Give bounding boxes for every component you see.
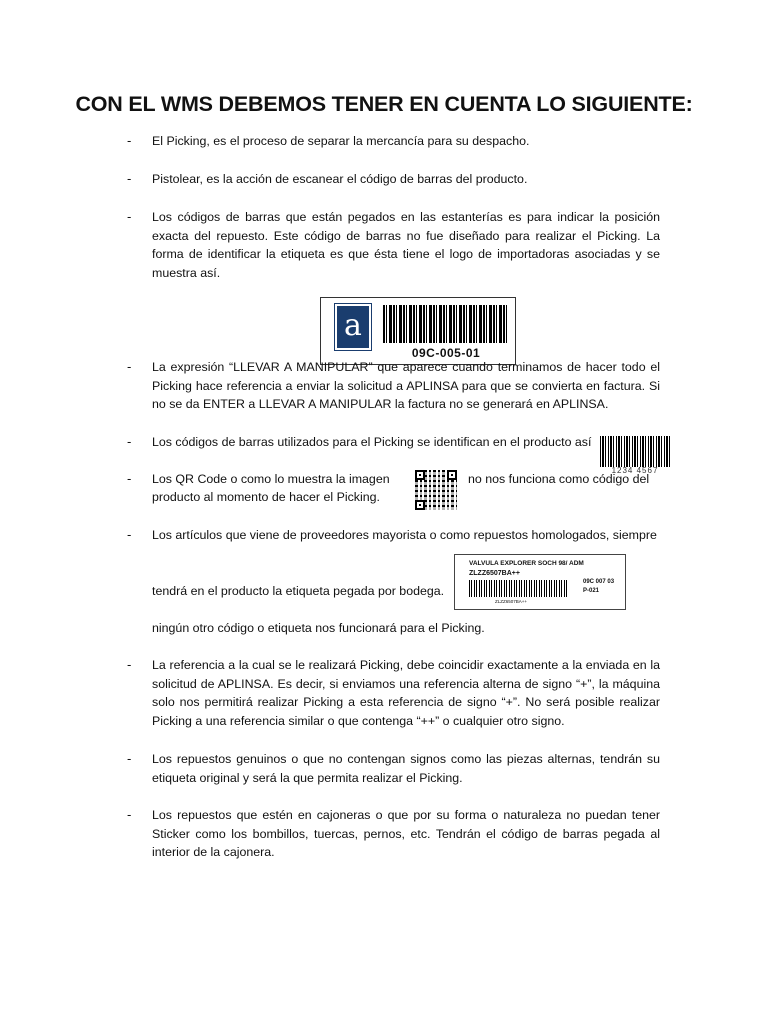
item-picking: El Picking, es el proceso de separar la mercancía para su despacho. <box>152 134 530 148</box>
item-shelf-barcodes: Los códigos de barras que están pegados en las estanterías es para indicar la posición exacta del repuesto. Este código de barras no fue diseñado para realizar el Picking. La forma de identificar la etiqueta es que ésta tiene el logo de importadoras asociadas y se muestra así. <box>152 210 660 280</box>
barcode-icon <box>469 580 569 597</box>
page-title: CON EL WMS DEBEMOS TENER EN CUENTA LO SIGUIENTE: <box>75 92 693 116</box>
item-qr-code-end-line2: producto al momento de hacer el Picking. <box>152 490 380 504</box>
item-pistolear: Pistolear, es la acción de escanear el código de barras del producto. <box>152 172 528 186</box>
item-genuine-parts: Los repuestos genuinos o que no contengan signos como las piezas alternas, tendrán su etiqueta original y será la que permita realizar el Picking. <box>152 752 660 785</box>
importadoras-logo-icon: a <box>335 304 371 350</box>
bullet-dash: - <box>127 527 132 542</box>
bullet-dash: - <box>127 171 132 186</box>
tag-reference: ZLZZ6507BA++ <box>469 570 520 577</box>
bullet-dash: - <box>127 807 132 822</box>
item-qr-code-start: Los QR Code o como lo muestra la imagen <box>152 472 390 486</box>
barcode-icon <box>383 305 509 343</box>
bullet-dash: - <box>127 434 132 449</box>
shelf-label-code: 09C-005-01 <box>411 346 481 360</box>
item-llevar-a-manipular: La expresión “LLEVAR A MANIPULAR” que aparece cuando terminamos de hacer todo el Picking hace referencia a enviar la solicitud a APLINSA para que se convierta en factura. Si no se da ENTER a LLEVAR A MANIPULAR la factura no se generará en APLINSA. <box>152 360 660 412</box>
bullet-dash: - <box>127 657 132 672</box>
tag-location: 09C 007 03 P-021 <box>583 579 615 594</box>
item-product-barcodes: Los códigos de barras utilizados para el Picking se identifican en el producto así <box>152 435 592 449</box>
tag-barcode-text: ZLZZ6507BA++ <box>495 599 528 604</box>
tag-title: VALVULA EXPLORER SOCH 98/ ADM <box>469 560 584 567</box>
bullet-dash: - <box>127 209 132 224</box>
item-qr-code-end-line1: no nos funciona como código del <box>468 472 650 486</box>
product-barcode-icon <box>600 436 670 467</box>
warehouse-tag-image <box>454 554 626 610</box>
item-cajoneras: Los repuestos que estén en cajoneras o que por su forma o naturaleza no puedan tener Sticker como los bombillos, tuercas, pernos, etc. Tendrán el código de barras pegada al interior de la cajonera. <box>152 808 660 860</box>
product-barcode-number: 1234 4567 <box>611 466 659 475</box>
item-no-other-code: ningún otro código o etiqueta nos funcionará para el Picking. <box>152 621 485 635</box>
item-mayorista: Los artículos que viene de proveedores mayorista o como repuestos homologados, siempre <box>152 528 657 542</box>
item-warehouse-label-text: tendrá en el producto la etiqueta pegada por bodega. <box>152 584 445 598</box>
bullet-dash: - <box>127 133 132 148</box>
bullet-dash: - <box>127 751 132 766</box>
bullet-dash: - <box>127 359 132 374</box>
shelf-label-image <box>320 297 516 365</box>
item-reference-match: La referencia a la cual se le realizará Picking, debe coincidir exactamente a la enviada en la solicitud de APLINSA. Es decir, si enviamos una referencia alterna de signo “+”, la máquina solo nos permitirá realizar Picking a esta referencia de signo “+”. No será posible realizar Picking a una referencia similar o que contenga “++” o cualquier otro signo. <box>152 658 660 728</box>
bullet-dash: - <box>127 471 132 486</box>
